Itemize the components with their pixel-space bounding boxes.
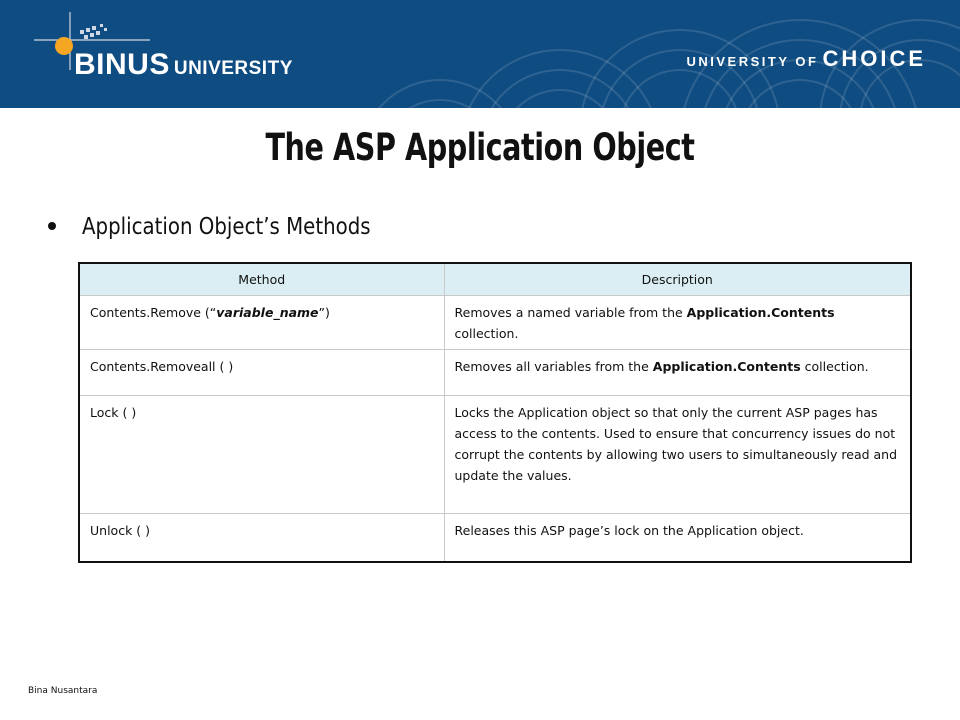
desc-text: collection. — [800, 359, 869, 374]
column-header-method: Method — [79, 263, 444, 296]
tagline-big: CHOICE — [822, 46, 926, 71]
method-cell — [79, 296, 444, 350]
tagline-small: UNIVERSITY OF — [686, 54, 819, 69]
method-variable: variable_name — [216, 305, 319, 320]
university-tagline — [686, 46, 926, 72]
desc-term: Application.Contents — [652, 359, 801, 374]
method-cell: Unlock ( ) — [79, 514, 444, 563]
logo-wordmark — [74, 48, 293, 82]
logo-suffix: UNIVERSITY — [173, 58, 293, 79]
binus-logo[interactable] — [28, 8, 298, 100]
description-cell: Releases this ASP page’s lock on the Application object. — [444, 514, 911, 563]
desc-text: Removes all variables from the — [454, 359, 653, 374]
desc-term: Application.Contents — [686, 305, 835, 320]
table-row — [79, 396, 911, 514]
desc-text: collection. — [454, 326, 519, 341]
slide-title: The ASP Application Object — [265, 126, 695, 169]
bullet-text: Application Object’s Methods — [82, 214, 371, 240]
method-cell: Contents.Removeall ( ) — [79, 350, 444, 396]
desc-text: Removes a named variable from the — [454, 305, 687, 320]
bullet-icon — [48, 222, 56, 230]
column-header-description: Description — [444, 263, 911, 296]
bullet-item — [48, 214, 418, 240]
description-cell: Locks the Application object so that only the current ASP pages has access to the contents. Used to ensure that concurrency issues do not corrupt the contents by allowing two users to simultaneously read and update the values. — [444, 396, 911, 514]
table-header-row — [79, 263, 911, 296]
logo-name: BINUS — [74, 48, 170, 81]
methods-table — [78, 262, 912, 563]
method-prefix: Contents.Remove (“ — [90, 305, 217, 320]
header-banner — [0, 0, 960, 108]
description-cell — [444, 296, 911, 350]
table-row — [79, 350, 911, 396]
table-row — [79, 296, 911, 350]
description-cell — [444, 350, 911, 396]
method-cell: Lock ( ) — [79, 396, 444, 514]
table-row — [79, 514, 911, 563]
footer-text: Bina Nusantara — [28, 686, 98, 696]
method-suffix: ”) — [318, 305, 330, 320]
